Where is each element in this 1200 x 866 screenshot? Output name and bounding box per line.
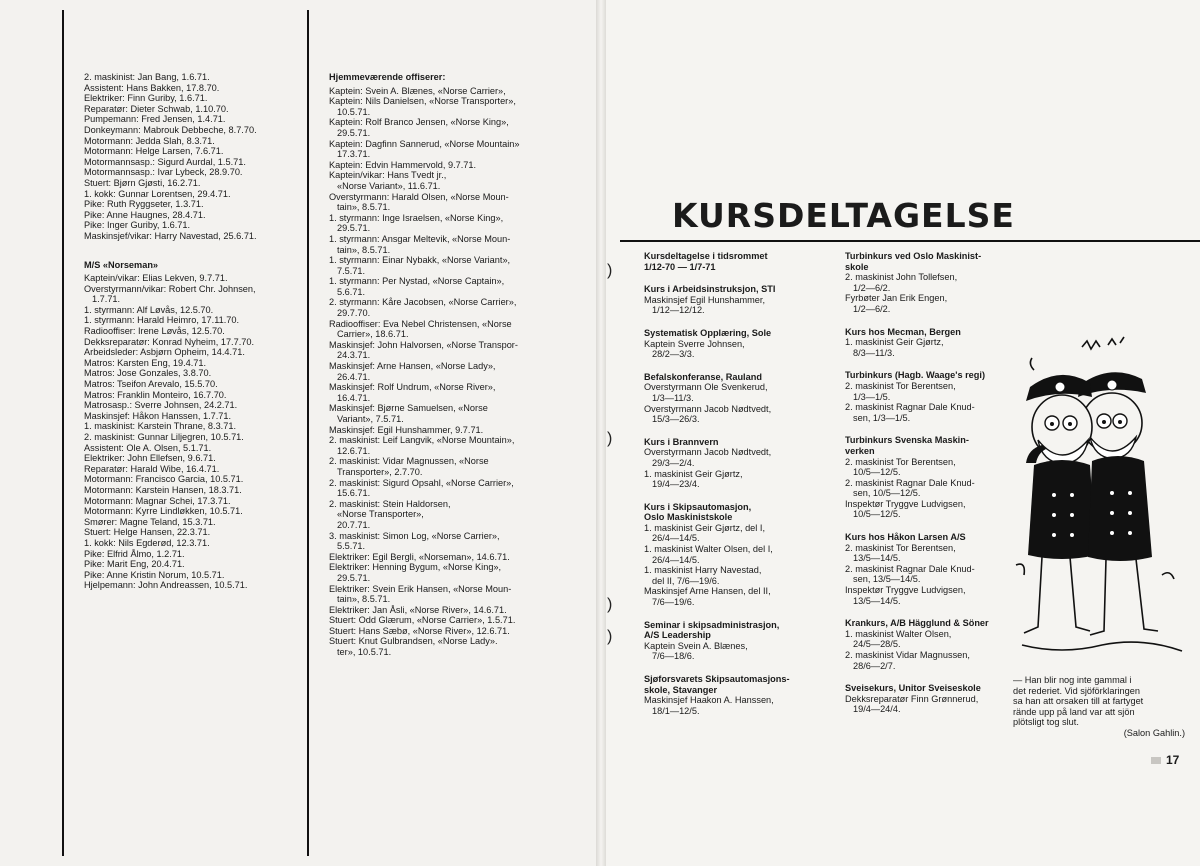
- course-participant: 26/4—14/5.: [652, 533, 700, 544]
- course-participant: sen, 1/3—1/5.: [853, 412, 911, 423]
- course-title: Turbinkurs ved Oslo Maskinist-: [845, 251, 982, 261]
- course-block: [845, 370, 989, 423]
- officer-entry: tain», 8.5.71.: [337, 202, 391, 213]
- officer-entry: 24.3.71.: [337, 350, 371, 361]
- crew-entry: Motormannsasp.: Ivar Lybeck, 28.9.70.: [84, 167, 243, 178]
- crew-entry: Hjelpemann: John Andreassen, 10.5.71.: [84, 580, 248, 591]
- course-participant: 1. maskinist Walter Olsen,: [845, 628, 952, 639]
- officer-entry: 29.5.71.: [337, 572, 371, 583]
- crew-entry: 1. styrmann: Alf Løvås, 12.5.70.: [84, 304, 214, 315]
- officer-entry: 10.5.71.: [337, 106, 371, 117]
- course-participant: 2. maskinist Tor Berentsen,: [845, 542, 956, 553]
- page-number: 17: [1166, 753, 1180, 767]
- course-title: Kurs hos Mecman, Bergen: [845, 326, 961, 337]
- course-title: Sveisekurs, Unitor Sveiseskole: [845, 683, 981, 694]
- crew-entry: Elektriker: Finn Guriby, 1.6.71.: [84, 93, 208, 104]
- column-rule-middle: [307, 10, 309, 856]
- crew-entry: Kaptein/vikar: Elias Lekven, 9.7.71.: [84, 273, 228, 284]
- crew-entry: Stuert: Helge Hansen, 22.3.71.: [84, 527, 211, 538]
- course-participant: 19/4—24/4.: [853, 704, 901, 715]
- crew-entry: Matros: Karsten Eng, 19.4.71.: [84, 357, 207, 368]
- officer-entry: Elektriker: Svein Erik Hansen, «Norse Moun-: [329, 583, 512, 594]
- officer-entry: 5.5.71.: [337, 541, 366, 552]
- crew-entry: Assistent: Hans Bakken, 17.8.70.: [84, 82, 220, 93]
- officer-entry: «Norse Transporter»,: [337, 509, 424, 520]
- course-participant: 28/2—3/3.: [652, 349, 695, 360]
- course-block: [845, 327, 989, 359]
- course-column-2: [845, 251, 989, 727]
- crew-entry: Matros: Jose Gonzales, 3.8.70.: [84, 368, 212, 379]
- crew-entry: Motormann: Helge Larsen, 7.6.71.: [84, 146, 224, 157]
- officer-entry: 17.3.71.: [337, 149, 371, 160]
- crew-entry: Motormann: Francisco Garcia, 10.5.71.: [84, 474, 244, 485]
- officer-entry: Kaptein: Svein A. Blænes, «Norse Carrier»,: [329, 85, 506, 96]
- officer-entry: 29.5.71.: [337, 127, 371, 138]
- course-participant: Overstyrmann Ole Svenkerud,: [644, 382, 768, 393]
- course-participant: 10/5—12/5.: [853, 509, 901, 520]
- course-participant: 2. maskinist John Tollefsen,: [845, 272, 958, 283]
- course-block: [644, 251, 790, 272]
- course-block: [644, 328, 790, 360]
- officer-entry: 20.7.71.: [337, 519, 371, 530]
- crew-entry: 1.7.71.: [92, 294, 121, 305]
- crew-entry: Maskinsjef/vikar: Harry Navestad, 25.6.71.: [84, 230, 257, 241]
- course-column-1: [644, 251, 790, 728]
- ship-heading: M/S «Norseman»: [84, 259, 159, 270]
- course-title: Kurs hos Håkon Larsen A/S: [845, 532, 966, 543]
- officer-entry: 15.6.71.: [337, 488, 371, 499]
- course-participant: 24/5—28/5.: [853, 639, 901, 650]
- officer-entry: Transporter», 2.7.70.: [337, 466, 423, 477]
- course-title: Systematisk Opplæring, Sole: [644, 327, 772, 338]
- course-block: [845, 532, 989, 606]
- course-participant: del II, 7/6—19/6.: [652, 575, 720, 586]
- course-participant: 2. maskinist Ragnar Dale Knud-: [845, 402, 975, 413]
- course-block: [644, 372, 790, 425]
- page-marker: [1151, 757, 1161, 764]
- crew-entry: Pike: Anne Haugnes, 28.4.71.: [84, 209, 206, 220]
- course-block: [644, 502, 790, 608]
- crew-entry: Motormann: Magnar Schei, 17.3.71.: [84, 495, 231, 506]
- crew-list-column: [84, 72, 257, 591]
- course-block: [644, 437, 790, 490]
- officer-entry: 2. maskinist: Sigurd Opsahl, «Norse Carrier»,: [329, 477, 514, 488]
- officer-entry: Maskinsjef: Bjørne Samuelsen, «Norse: [329, 403, 488, 414]
- crew-entry: Reparatør: Dieter Schwab, 1.10.70.: [84, 103, 229, 114]
- crew-entry: Radiooffiser: Irene Løvås, 12.5.70.: [84, 326, 225, 337]
- caption-line: — Han blir nog inte gammal i: [1013, 675, 1132, 685]
- officer-entry: 12.6.71.: [337, 445, 371, 456]
- course-participant: 7/6—19/6.: [652, 597, 695, 608]
- course-title: Oslo Maskinistskole: [644, 512, 733, 523]
- course-participant: 2. maskinist Tor Berentsen,: [845, 456, 956, 467]
- crew-entry: Smører: Magne Teland, 15.3.71.: [84, 516, 216, 527]
- page-fold: [596, 0, 606, 866]
- crew-entry: Pumpemann: Fred Jensen, 1.4.71.: [84, 114, 226, 125]
- officer-entry: ter», 10.5.71.: [337, 647, 392, 658]
- crew-entry: Pike: Marit Eng, 20.4.71.: [84, 559, 185, 570]
- course-participant: 13/5—14/5.: [853, 553, 901, 564]
- course-participant: Maskinsjef Egil Hunshammer,: [644, 294, 766, 305]
- officer-entry: 2. maskinist: Vidar Magnussen, «Norse: [329, 456, 489, 467]
- officer-entry: Maskinsjef: John Halvorsen, «Norse Transpor-: [329, 339, 518, 350]
- officer-entry: Kaptein: Edvin Hammervold, 9.7.71.: [329, 159, 477, 170]
- course-participant: Fyrbøter Jan Erik Engen,: [845, 293, 948, 304]
- crew-entry: Matrosasp.: Sverre Johnsen, 24.2.71.: [84, 400, 238, 411]
- cartoon-caption: [1013, 675, 1185, 739]
- officer-entry: 3. maskinist: Simon Log, «Norse Carrier»,: [329, 530, 500, 541]
- crew-entry: Pike: Inger Guriby, 1.6.71.: [84, 220, 191, 231]
- crew-entry: 1. maskinist: Karstein Thrane, 8.3.71.: [84, 421, 237, 432]
- crew-entry: Assistent: Ole A. Olsen, 5.1.71.: [84, 442, 212, 453]
- officer-entry: Kaptein: Rolf Branco Jensen, «Norse King»,: [329, 117, 509, 128]
- course-participant: Overstyrmann Jacob Nødtvedt,: [644, 403, 772, 414]
- course-participant: 1/2—6/2.: [853, 282, 891, 293]
- sailors-cartoon: [1012, 325, 1188, 670]
- course-title: Kurs i Arbeidsinstruksjon, STI: [644, 284, 776, 295]
- course-title: skole, Stavanger: [644, 684, 718, 695]
- course-block: [845, 618, 989, 671]
- course-participant: 13/5—14/5.: [853, 595, 901, 606]
- course-block: [644, 674, 790, 716]
- officer-entry: Elektriker: Jan Åsli, «Norse River», 14.6.71.: [329, 604, 507, 615]
- officer-entry: 1. styrmann: Ansgar Meltevik, «Norse Moun-: [329, 233, 511, 244]
- officer-entry: 29.5.71.: [337, 223, 371, 234]
- course-participant: 19/4—23/4.: [652, 479, 700, 490]
- officer-entry: 1. styrmann: Inge Israelsen, «Norse King»,: [329, 212, 504, 223]
- crew-entry: Motormannsasp.: Sigurd Aurdal, 1.5.71.: [84, 156, 246, 167]
- crew-entry: Overstyrmann/vikar: Robert Chr. Johnsen,: [84, 283, 256, 294]
- course-participant: sen, 10/5—12/5.: [853, 488, 921, 499]
- column-rule-left: [62, 10, 64, 856]
- officer-entry: «Norse Variant», 11.6.71.: [337, 180, 441, 191]
- crew-entry: Stuert: Bjørn Gjøsti, 16.2.71.: [84, 177, 201, 188]
- officer-entry: Stuert: Hans Sæbø, «Norse River», 12.6.71.: [329, 625, 510, 636]
- course-participant: 28/6—2/7.: [853, 660, 896, 671]
- officer-entry: Kaptein: Dagfinn Sannerud, «Norse Mountain»: [329, 138, 520, 149]
- caption-line: rände upp på land var att sjön: [1013, 706, 1135, 717]
- officer-entry: Radiooffiser: Eva Nebel Christensen, «Norse: [329, 318, 512, 329]
- officer-entry: 16.4.71.: [337, 392, 371, 403]
- course-participant: Inspektør Tryggve Ludvigsen,: [845, 498, 966, 509]
- officer-entry: 2. maskinist: Leif Langvik, «Norse Mountain»,: [329, 435, 515, 446]
- course-title: Kurs i Skipsautomasjon,: [644, 501, 752, 512]
- course-block: [644, 620, 790, 662]
- officer-entry: Variant», 7.5.71.: [337, 414, 404, 424]
- crew-entry: Motormann: Karstein Hansen, 18.3.71.: [84, 484, 242, 495]
- course-title: verken: [845, 445, 875, 456]
- crew-entry: Maskinsjef: Håkon Hanssen, 1.7.71.: [84, 410, 232, 421]
- crew-entry: Reparatør: Harald Wibe, 16.4.71.: [84, 463, 220, 474]
- officer-entry: Elektriker: Henning Bygum, «Norse King»,: [329, 562, 502, 573]
- crew-entry: Arbeidsleder: Asbjørn Opheim, 14.4.71.: [84, 347, 245, 358]
- course-participant: 1. maskinist Geir Gjørtz,: [644, 468, 743, 479]
- course-participant: Inspektør Tryggve Ludvigsen,: [845, 585, 966, 596]
- course-participant: Kaptein Sverre Johnsen,: [644, 338, 745, 349]
- margin-mark: ): [607, 430, 613, 447]
- crew-entry: 1. kokk: Gunnar Lorentsen, 29.4.71.: [84, 188, 231, 199]
- officer-entry: Elektriker: Egil Bergli, «Norseman», 14.6.71.: [329, 551, 510, 562]
- officer-entry: Maskinsjef: Egil Hunshammer, 9.7.71.: [329, 424, 484, 435]
- course-participant: 1/3—11/3.: [652, 392, 694, 403]
- officer-entry: 2. styrmann: Kåre Jacobsen, «Norse Carrier»,: [329, 297, 517, 308]
- course-participant: Maskinsjef Arne Hansen, del II,: [644, 586, 771, 597]
- course-title: A/S Leadership: [644, 630, 711, 641]
- page-title: KURSDELTAGELSE: [672, 196, 1015, 235]
- course-participant: 29/3—2/4.: [652, 457, 695, 468]
- course-participant: 15/3—26/3.: [652, 414, 700, 425]
- course-participant: 1. maskinist Geir Gjørtz, del I,: [644, 522, 765, 533]
- course-title: Kurs i Brannvern: [644, 436, 719, 447]
- officer-entry: 2. maskinist: Stein Haldorsen,: [329, 498, 451, 509]
- course-participant: 1. maskinist Harry Navestad,: [644, 565, 762, 576]
- course-participant: 1/3—1/5.: [853, 391, 891, 402]
- course-participant: 1/2—6/2.: [853, 303, 891, 314]
- title-rule: [620, 240, 1200, 242]
- crew-entry: Motormann: Jedda Slah, 8.3.71.: [84, 135, 215, 146]
- course-participant: 1/12—12/12.: [652, 305, 705, 316]
- officer-entry: 26.4.71.: [337, 371, 371, 382]
- course-participant: 7/6—18/6.: [652, 651, 695, 662]
- crew-entry: Matros: Franklin Monteiro, 16.7.70.: [84, 389, 227, 400]
- officer-entry: tain», 8.5.71.: [337, 244, 391, 255]
- officer-entry: Kaptein/vikar: Hans Tvedt jr.,: [329, 170, 447, 181]
- course-title: Krankurs, A/B Hägglund & Söner: [845, 618, 989, 629]
- crew-entry: 2. maskinist: Jan Bang, 1.6.71.: [84, 72, 210, 82]
- officer-entry: 7.5.71.: [337, 265, 366, 276]
- course-title: skole: [845, 261, 869, 272]
- officer-entry: 1. styrmann: Per Nystad, «Norse Captain»,: [329, 276, 505, 287]
- caption-line: sa han att orsaken till at fartyget: [1013, 696, 1144, 707]
- margin-mark: ): [607, 596, 613, 613]
- cartoon-credit: (Salon Gahlin.): [1123, 727, 1185, 738]
- course-block: [845, 251, 989, 315]
- course-participant: 10/5—12/5.: [853, 467, 901, 478]
- home-officers-column: [329, 72, 520, 658]
- course-title: Befalskonferanse, Rauland: [644, 371, 762, 382]
- course-title: Kursdeltagelse i tidsrommet: [644, 251, 768, 261]
- officer-entry: 1. styrmann: Einar Nybakk, «Norse Variant»,: [329, 255, 511, 266]
- officer-entry: Maskinsjef: Rolf Undrum, «Norse River»,: [329, 382, 496, 393]
- course-participant: Overstyrmann Jacob Nødtvedt,: [644, 447, 772, 458]
- course-block: [845, 683, 989, 715]
- course-participant: 1. maskinist Walter Olsen, del I,: [644, 544, 773, 555]
- course-title: Sjøforsvarets Skipsautomasjons-: [644, 674, 790, 684]
- crew-entry: Pike: Elfrid Ålmo, 1.2.71.: [84, 548, 185, 559]
- course-participant: 2. maskinist Ragnar Dale Knud-: [845, 477, 975, 488]
- officer-entry: 29.7.70.: [337, 308, 371, 319]
- course-participant: Maskinsjef Haakon A. Hanssen,: [644, 695, 774, 706]
- officer-entry: Stuert: Knut Gulbrandsen, «Norse Lady».: [329, 636, 498, 647]
- crew-entry: 2. maskinist: Gunnar Liljegren, 10.5.71.: [84, 432, 244, 442]
- caption-line: det rederiet. Vid sjöförklaringen: [1013, 685, 1140, 696]
- crew-entry: Elektriker: John Ellefsen, 9.6.71.: [84, 453, 216, 464]
- crew-entry: Donkeymann: Mabrouk Debbeche, 8.7.70.: [84, 124, 257, 135]
- course-participant: 2. maskinist Tor Berentsen,: [845, 380, 956, 391]
- course-block: [845, 435, 989, 520]
- officer-entry: Carrier», 18.6.71.: [337, 329, 409, 340]
- course-participant: Dekksreparatør Finn Grønnerud,: [845, 693, 979, 704]
- officer-entry: 5.6.71.: [337, 286, 366, 297]
- course-participant: Kaptein Svein A. Blænes,: [644, 640, 748, 651]
- course-participant: 2. maskinist Ragnar Dale Knud-: [845, 563, 975, 574]
- crew-entry: Motormann: Kyrre Lindløkken, 10.5.71.: [84, 506, 243, 517]
- officer-entry: Stuert: Odd Glærum, «Norse Carrier», 1.5.71.: [329, 615, 516, 626]
- course-participant: sen, 13/5—14/5.: [853, 574, 921, 585]
- margin-mark: ): [607, 628, 613, 645]
- crew-entry: Pike: Anne Kristin Norum, 10.5.71.: [84, 569, 225, 580]
- crew-entry: Matros: Tseifon Arevalo, 15.5.70.: [84, 379, 218, 390]
- officer-entry: Kaptein: Nils Danielsen, «Norse Transporter»,: [329, 96, 516, 107]
- officer-entry: Maskinsjef: Arne Hansen, «Norse Lady»,: [329, 361, 496, 372]
- course-participant: 8/3—11/3.: [853, 347, 895, 358]
- officer-entry: tain», 8.5.71.: [337, 594, 391, 605]
- course-title: Turbinkurs Svenska Maskin-: [845, 435, 969, 446]
- course-block: [644, 284, 790, 316]
- course-participant: 1. maskinist Geir Gjørtz,: [845, 337, 944, 348]
- course-title: 1/12-70 — 1/7-71: [644, 261, 716, 272]
- course-title: Turbinkurs (Hagb. Waage's regi): [845, 370, 986, 381]
- course-participant: 26/4—14/5.: [652, 554, 700, 565]
- officer-entry: Overstyrmann: Harald Olsen, «Norse Moun-: [329, 191, 509, 202]
- course-participant: 18/1—12/5.: [652, 705, 700, 716]
- crew-entry: Pike: Ruth Ryggseter, 1.3.71.: [84, 199, 204, 210]
- crew-entry: Dekksreparatør: Konrad Nyheim, 17.7.70.: [84, 336, 255, 347]
- crew-entry: 1. styrmann: Harald Heimro, 17.11.70.: [84, 315, 240, 326]
- crew-entry: 1. kokk: Nils Egderød, 12.3.71.: [84, 537, 210, 548]
- home-officers-heading: Hjemmeværende offiserer:: [329, 72, 446, 82]
- course-title: Seminar i skipsadministrasjon,: [644, 619, 780, 630]
- margin-mark: ): [607, 262, 613, 279]
- caption-line: plötsligt tog slut.: [1013, 717, 1079, 728]
- course-participant: 2. maskinist Vidar Magnussen,: [845, 650, 970, 660]
